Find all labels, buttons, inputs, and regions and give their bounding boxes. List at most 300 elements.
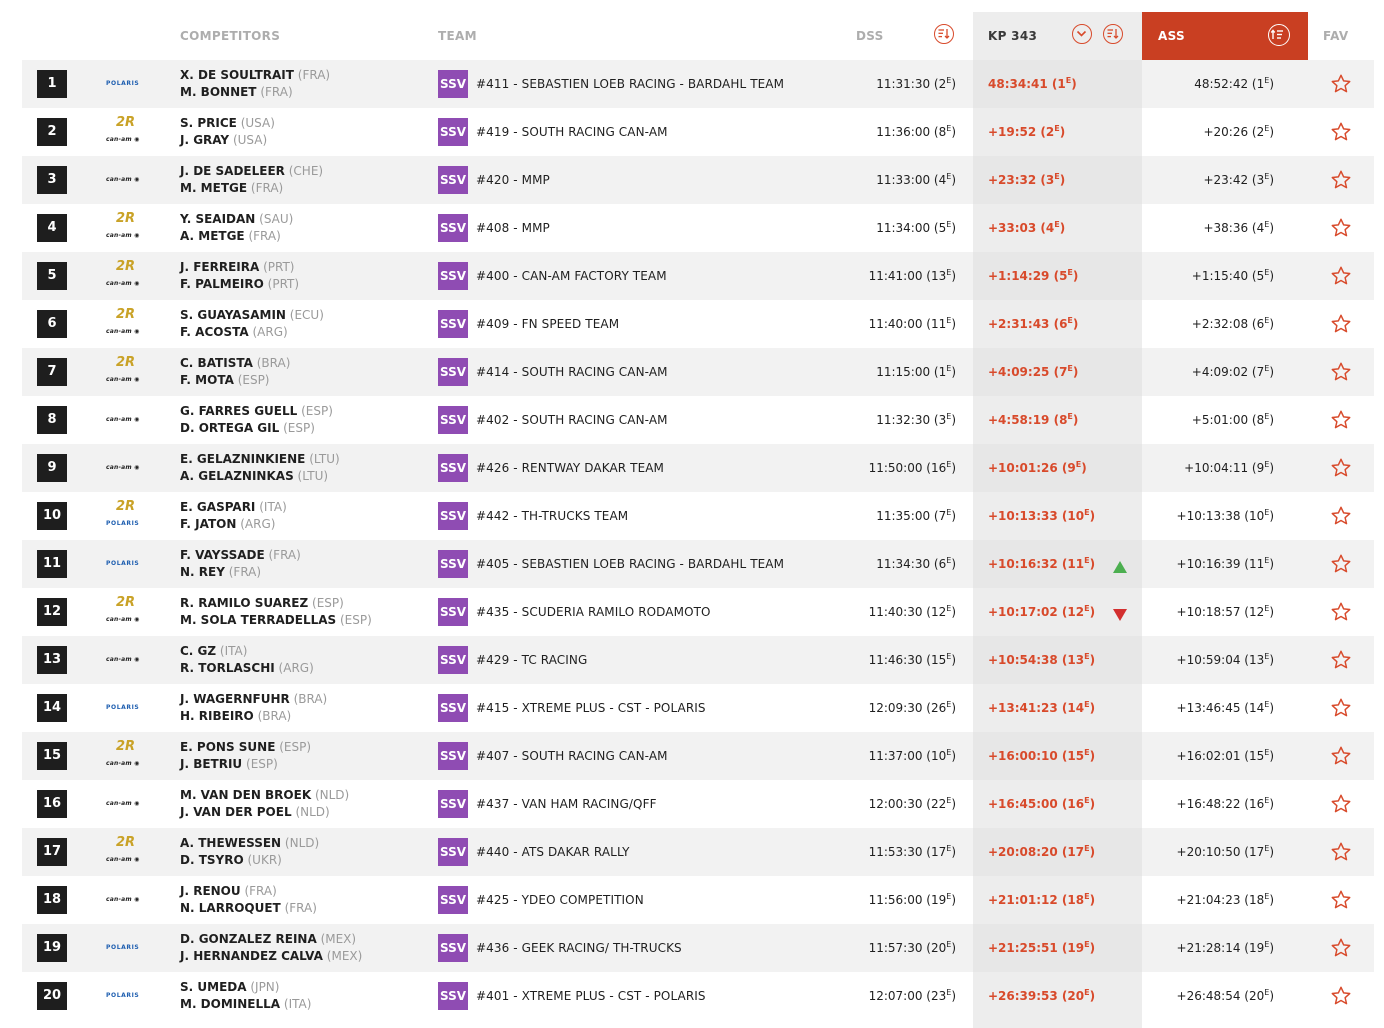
dss-time-rank-suffix: E xyxy=(946,316,952,325)
dss-time-rank-suffix: E xyxy=(946,700,952,709)
driver-country: (ITA) xyxy=(219,644,248,658)
dss-time-rank-suffix: E xyxy=(946,604,952,613)
category-badge: SSV xyxy=(438,406,468,434)
kp-time-value: +1:14:29 (5 xyxy=(988,269,1068,283)
team-name[interactable]: #414 - SOUTH RACING CAN-AM xyxy=(476,365,668,379)
kp-time-value: +10:13:33 (10 xyxy=(988,509,1085,523)
favorite-star-icon[interactable] xyxy=(1330,217,1352,239)
competitors-cell[interactable] xyxy=(180,835,319,869)
codriver-name: F. MOTA xyxy=(180,373,234,387)
kp-time-rank-suffix: E xyxy=(1067,268,1073,277)
ass-time-rank-suffix: E xyxy=(1264,508,1270,517)
team-name[interactable]: #437 - VAN HAM RACING/QFF xyxy=(476,797,657,811)
table-row[interactable] xyxy=(22,972,1374,1020)
header-ass: ASS xyxy=(1158,29,1185,43)
team-name[interactable]: #425 - YDEO COMPETITION xyxy=(476,893,644,907)
favorite-star-icon[interactable] xyxy=(1330,169,1352,191)
kp-time: +13:41:23 $(14^E)$ xyxy=(988,700,1096,715)
kp-time-rank-suffix: E xyxy=(1065,76,1072,85)
brand-logos xyxy=(100,636,156,684)
favorite-star-icon[interactable] xyxy=(1330,601,1352,623)
codriver-country: (ARG) xyxy=(278,661,314,675)
codriver-country: (LTU) xyxy=(297,469,329,483)
kp-time-value: 48:34:41 (1 xyxy=(988,77,1066,91)
category-badge: SSV xyxy=(438,598,468,626)
dss-time-value: 11:53:30 (17 xyxy=(868,845,947,859)
dss-time-value: 11:32:30 (3 xyxy=(876,413,947,427)
table-row[interactable] xyxy=(22,156,1374,204)
kp-time: +33:03 $(4^E)$ xyxy=(988,220,1066,235)
dss-time-rank-suffix: E xyxy=(946,748,952,757)
ass-time-value: +10:18:57 (12 xyxy=(1176,605,1265,619)
ass-time-rank-suffix: E xyxy=(1264,556,1270,565)
ass-time-rank-suffix: E xyxy=(1264,76,1270,85)
competitors-cell[interactable] xyxy=(180,163,323,197)
brand-logos xyxy=(100,588,156,636)
table-row[interactable] xyxy=(22,636,1374,684)
can-am-logo-icon: can-am ◉ xyxy=(106,416,140,423)
driver-country: (SAU) xyxy=(259,212,294,226)
competitors-cell[interactable] xyxy=(180,259,299,293)
table-row[interactable] xyxy=(22,204,1374,252)
favorite-star-icon[interactable] xyxy=(1330,793,1352,815)
dss-time-rank-suffix: E xyxy=(946,76,952,85)
category-badge: SSV xyxy=(438,70,468,98)
driver-name: X. DE SOULTRAIT xyxy=(180,68,294,82)
ass-time: +10:04:11 $(9^E)$ xyxy=(1184,460,1274,475)
table-row[interactable] xyxy=(22,588,1374,636)
brand-logos xyxy=(100,108,156,156)
ass-time-value: +13:46:45 (14 xyxy=(1176,701,1265,715)
codriver-name: J. GRAY xyxy=(180,133,230,147)
brand-logos xyxy=(100,348,156,396)
team-name[interactable]: #401 - XTREME PLUS - CST - POLARIS xyxy=(476,989,706,1003)
kp-time: 48:34:41 $(1^E)$ xyxy=(988,76,1077,91)
competitors-cell[interactable] xyxy=(180,211,293,245)
dss-sort-icon[interactable] xyxy=(934,24,954,44)
codriver-name: D. TSYRO xyxy=(180,853,244,867)
team-name[interactable]: #411 - SEBASTIEN LOEB RACING - BARDAHL TEAM xyxy=(476,77,785,91)
ass-time-rank-suffix: E xyxy=(1264,700,1270,709)
dss-time-value: 11:33:00 (4 xyxy=(876,173,947,187)
team-name[interactable]: #436 - GEEK RACING/ TH-TRUCKS xyxy=(476,941,682,955)
position-badge: 12 xyxy=(37,598,67,626)
ass-time-rank-suffix: E xyxy=(1264,940,1270,949)
ass-time: +4:09:02 $(7^E)$ xyxy=(1191,364,1274,379)
competitors-cell[interactable] xyxy=(180,403,333,437)
kp-time-rank-suffix: E xyxy=(1054,124,1060,133)
ass-time-value: +20:26 (2 xyxy=(1203,125,1265,139)
kp-time-value: +10:17:02 (12 xyxy=(988,605,1085,619)
header-fav: FAV xyxy=(1323,29,1349,43)
can-am-logo-icon: can-am ◉ xyxy=(106,616,140,623)
kp-time: +19:52 $(2^E)$ xyxy=(988,124,1066,139)
ass-time: +21:28:14 $(19^E)$ xyxy=(1176,940,1274,955)
ass-sort-icon[interactable] xyxy=(1268,24,1290,46)
category-badge: SSV xyxy=(438,502,468,530)
driver-name: Y. SEAIDAN xyxy=(180,212,256,226)
dss-time-rank-suffix: E xyxy=(946,556,952,565)
driver-country: (MEX) xyxy=(320,932,357,946)
dss-time-value: 12:00:30 (22 xyxy=(868,797,947,811)
table-row[interactable] xyxy=(22,828,1374,876)
driver-name: S. PRICE xyxy=(180,116,237,130)
can-am-logo-icon: can-am ◉ xyxy=(106,136,140,143)
codriver-country: (MEX) xyxy=(326,949,363,963)
category-badge: SSV xyxy=(438,646,468,674)
driver-country: (BRA) xyxy=(293,692,328,706)
driver-name: E. PONS SUNE xyxy=(180,740,276,754)
codriver-country: (ESP) xyxy=(246,757,278,771)
polaris-logo-icon: POLARIS xyxy=(106,704,140,711)
dss-time: 11:40:00 $(11^E)$ xyxy=(868,316,956,331)
2r-logo-icon: 2R xyxy=(116,115,136,130)
favorite-star-icon[interactable] xyxy=(1330,457,1352,479)
kp-time: +10:17:02 $(12^E)$ xyxy=(988,604,1096,619)
favorite-star-icon[interactable] xyxy=(1330,265,1352,287)
category-badge: SSV xyxy=(438,358,468,386)
ass-time: +10:59:04 $(13^E)$ xyxy=(1176,652,1274,667)
driver-country: (LTU) xyxy=(309,452,340,466)
favorite-star-icon[interactable] xyxy=(1330,121,1352,143)
can-am-logo-icon: can-am ◉ xyxy=(106,232,140,239)
favorite-star-icon[interactable] xyxy=(1330,937,1352,959)
ass-time: +2:32:08 $(6^E)$ xyxy=(1191,316,1274,331)
can-am-logo-icon: can-am ◉ xyxy=(106,800,140,807)
driver-name: M. VAN DEN BROEK xyxy=(180,788,312,802)
dss-time: 11:37:00 $(10^E)$ xyxy=(868,748,956,763)
table-row[interactable] xyxy=(22,444,1374,492)
favorite-star-icon[interactable] xyxy=(1330,73,1352,95)
category-badge: SSV xyxy=(438,118,468,146)
codriver-name: M. SOLA TERRADELLAS xyxy=(180,613,337,627)
ass-time: +1:15:40 $(5^E)$ xyxy=(1191,268,1274,283)
brand-logos xyxy=(100,444,156,492)
codriver-name: J. HERNANDEZ CALVA xyxy=(180,949,323,963)
kp-time-value: +4:09:25 (7 xyxy=(988,365,1068,379)
dss-time: 11:34:30 $(6^E)$ xyxy=(876,556,956,571)
ass-time-value: +20:10:50 (17 xyxy=(1176,845,1265,859)
category-badge: SSV xyxy=(438,982,468,1010)
team-name[interactable]: #407 - SOUTH RACING CAN-AM xyxy=(476,749,668,763)
position-badge: 6 xyxy=(37,310,67,338)
dss-time-value: 11:57:30 (20 xyxy=(868,941,947,955)
category-badge: SSV xyxy=(438,742,468,770)
kp-time-rank-suffix: E xyxy=(1084,940,1090,949)
driver-country: (ITA) xyxy=(259,500,287,514)
kp-time: +23:32 $(3^E)$ xyxy=(988,172,1066,187)
can-am-logo-icon: can-am ◉ xyxy=(106,896,140,903)
ass-time-value: +23:42 (3 xyxy=(1203,173,1265,187)
driver-name: J. RENOU xyxy=(180,884,241,898)
table-row[interactable] xyxy=(22,540,1374,588)
codriver-name: M. BONNET xyxy=(180,85,257,99)
ass-time-value: +16:02:01 (15 xyxy=(1176,749,1265,763)
ass-time: +38:36 $(4^E)$ xyxy=(1203,220,1274,235)
position-badge: 9 xyxy=(37,454,67,482)
driver-country: (ESP) xyxy=(301,404,333,418)
dss-time: 11:15:00 $(1^E)$ xyxy=(876,364,956,379)
kp-time: +21:01:12 $(18^E)$ xyxy=(988,892,1096,907)
dss-time-value: 12:09:30 (26 xyxy=(868,701,947,715)
table-row[interactable] xyxy=(22,108,1374,156)
position-badge: 17 xyxy=(37,838,67,866)
table-row[interactable] xyxy=(22,780,1374,828)
ass-time-value: +2:32:08 (6 xyxy=(1191,317,1265,331)
ass-time-value: +4:09:02 (7 xyxy=(1191,365,1265,379)
favorite-star-icon[interactable] xyxy=(1330,745,1352,767)
dss-time-value: 11:40:30 (12 xyxy=(868,605,947,619)
favorite-star-icon[interactable] xyxy=(1330,553,1352,575)
dss-time: 11:31:30 $(2^E)$ xyxy=(876,76,956,91)
competitors-cell[interactable] xyxy=(180,499,287,533)
competitors-cell[interactable] xyxy=(180,883,317,917)
codriver-name: F. PALMEIRO xyxy=(180,277,264,291)
position-badge: 19 xyxy=(37,934,67,962)
favorite-star-icon[interactable] xyxy=(1330,649,1352,671)
2r-logo-icon: 2R xyxy=(116,499,136,514)
team-name[interactable]: #400 - CAN-AM FACTORY TEAM xyxy=(476,269,667,283)
team-name[interactable]: #402 - SOUTH RACING CAN-AM xyxy=(476,413,668,427)
can-am-logo-icon: can-am ◉ xyxy=(106,856,140,863)
competitors-cell[interactable] xyxy=(180,67,330,101)
position-badge: 8 xyxy=(37,406,67,434)
kp-time-value: +21:25:51 (19 xyxy=(988,941,1085,955)
position-badge: 18 xyxy=(37,886,67,914)
kp-time: +10:13:33 $(10^E)$ xyxy=(988,508,1096,523)
team-name[interactable]: #419 - SOUTH RACING CAN-AM xyxy=(476,125,668,139)
codriver-country: (ARG) xyxy=(252,325,288,339)
table-row[interactable] xyxy=(22,876,1374,924)
team-name[interactable]: #426 - RENTWAY DAKAR TEAM xyxy=(476,461,665,475)
driver-country: (USA) xyxy=(240,116,275,130)
competitors-cell[interactable] xyxy=(180,595,372,629)
ass-time: +16:02:01 $(15^E)$ xyxy=(1176,748,1274,763)
codriver-name: J. BETRIU xyxy=(180,757,243,771)
kp-time-value: +13:41:23 (14 xyxy=(988,701,1085,715)
ass-time-rank-suffix: E xyxy=(1264,796,1270,805)
kp-time-rank-suffix: E xyxy=(1067,316,1073,325)
table-row[interactable] xyxy=(22,60,1374,108)
codriver-name: D. ORTEGA GIL xyxy=(180,421,280,435)
codriver-name: N. LARROQUET xyxy=(180,901,281,915)
can-am-logo-icon: can-am ◉ xyxy=(106,464,140,471)
dss-time-rank-suffix: E xyxy=(946,364,952,373)
team-name[interactable]: #409 - FN SPEED TEAM xyxy=(476,317,620,331)
can-am-logo-icon: can-am ◉ xyxy=(106,328,140,335)
kp-selector-chevron-down-icon[interactable] xyxy=(1072,24,1092,44)
ass-time: +5:01:00 $(8^E)$ xyxy=(1191,412,1274,427)
driver-name: A. THEWESSEN xyxy=(180,836,282,850)
team-name[interactable]: #405 - SEBASTIEN LOEB RACING - BARDAHL TEAM xyxy=(476,557,785,571)
kp-time-rank-suffix: E xyxy=(1075,460,1082,469)
dss-time: 11:57:30 $(20^E)$ xyxy=(868,940,956,955)
driver-name: C. GZ xyxy=(180,644,217,658)
driver-country: (BRA) xyxy=(256,356,291,370)
table-row[interactable] xyxy=(22,252,1374,300)
codriver-country: (FRA) xyxy=(284,901,317,915)
dss-time-value: 11:50:00 (16 xyxy=(868,461,947,475)
ass-time-rank-suffix: E xyxy=(1264,268,1270,277)
kp-time: +16:00:10 $(15^E)$ xyxy=(988,748,1096,763)
competitors-cell[interactable] xyxy=(180,979,311,1013)
ass-time-value: +10:16:39 (11 xyxy=(1176,557,1265,571)
brand-logos xyxy=(100,252,156,300)
dss-time: 12:09:30 $(26^E)$ xyxy=(868,700,956,715)
polaris-logo-icon: POLARIS xyxy=(106,992,140,999)
dss-time-value: 11:34:00 (5 xyxy=(876,221,947,235)
table-row[interactable] xyxy=(22,492,1374,540)
dss-time-rank-suffix: E xyxy=(946,460,952,469)
competitors-cell[interactable] xyxy=(180,691,327,725)
kp-time-rank-suffix: E xyxy=(1054,172,1060,181)
category-badge: SSV xyxy=(438,934,468,962)
dss-time-value: 12:07:00 (23 xyxy=(868,989,947,1003)
driver-country: (FRA) xyxy=(268,548,301,562)
codriver-name: N. REY xyxy=(180,565,225,579)
brand-logos xyxy=(100,828,156,876)
competitors-cell[interactable] xyxy=(180,787,349,821)
header-kp: KP 343 xyxy=(988,29,1038,43)
competitors-cell[interactable] xyxy=(180,115,275,149)
dss-time: 11:56:00 $(19^E)$ xyxy=(868,892,956,907)
codriver-name: M. METGE xyxy=(180,181,248,195)
2r-logo-icon: 2R xyxy=(116,259,136,274)
brand-logos xyxy=(100,492,156,540)
kp-sort-icon[interactable] xyxy=(1103,24,1123,44)
dss-time-value: 11:41:00 (13 xyxy=(868,269,947,283)
favorite-star-icon[interactable] xyxy=(1330,313,1352,335)
ass-time-rank-suffix: E xyxy=(1264,316,1270,325)
codriver-country: (FRA) xyxy=(250,181,284,195)
team-name[interactable]: #440 - ATS DAKAR RALLY xyxy=(476,845,630,859)
driver-name: S. UMEDA xyxy=(180,980,247,994)
team-name[interactable]: #408 - MMP xyxy=(476,221,550,235)
ass-time: +20:26 $(2^E)$ xyxy=(1203,124,1274,139)
ass-time-value: +5:01:00 (8 xyxy=(1191,413,1265,427)
ass-time: +26:48:54 $(20^E)$ xyxy=(1176,988,1274,1003)
favorite-star-icon[interactable] xyxy=(1330,889,1352,911)
brand-logos xyxy=(100,924,156,972)
dss-time: 11:53:30 $(17^E)$ xyxy=(868,844,956,859)
driver-country: (FRA) xyxy=(297,68,331,82)
competitors-cell[interactable] xyxy=(180,547,301,581)
ass-time-rank-suffix: E xyxy=(1264,220,1270,229)
team-name[interactable]: #429 - TC RACING xyxy=(476,653,588,667)
kp-time-rank-suffix: E xyxy=(1084,604,1090,613)
dss-time-value: 11:36:00 (8 xyxy=(876,125,947,139)
kp-time-value: +19:52 (2 xyxy=(988,125,1055,139)
position-badge: 14 xyxy=(37,694,67,722)
position-badge: 4 xyxy=(37,214,67,242)
table-row[interactable] xyxy=(22,348,1374,396)
table-row[interactable] xyxy=(22,924,1374,972)
team-name[interactable]: #420 - MMP xyxy=(476,173,550,187)
favorite-star-icon[interactable] xyxy=(1330,409,1352,431)
table-row[interactable] xyxy=(22,396,1374,444)
brand-logos xyxy=(100,300,156,348)
table-row[interactable] xyxy=(22,684,1374,732)
ass-time: +23:42 $(3^E)$ xyxy=(1203,172,1274,187)
kp-time-rank-suffix: E xyxy=(1084,700,1090,709)
dss-time: 12:07:00 $(23^E)$ xyxy=(868,988,956,1003)
favorite-star-icon[interactable] xyxy=(1330,985,1352,1007)
competitors-cell[interactable] xyxy=(180,931,362,965)
codriver-country: (NLD) xyxy=(295,805,330,819)
codriver-name: J. VAN DER POEL xyxy=(180,805,292,819)
brand-logos xyxy=(100,540,156,588)
team-name[interactable]: #442 - TH-TRUCKS TEAM xyxy=(476,509,629,523)
codriver-country: (FRA) xyxy=(260,85,293,99)
position-badge: 16 xyxy=(37,790,67,818)
kp-time-value: +16:45:00 (16 xyxy=(988,797,1085,811)
kp-time-rank-suffix: E xyxy=(1084,556,1090,565)
ass-time-value: +1:15:40 (5 xyxy=(1191,269,1265,283)
ass-time-value: 48:52:42 (1 xyxy=(1194,77,1265,91)
ass-time-rank-suffix: E xyxy=(1264,124,1270,133)
competitors-cell[interactable] xyxy=(180,739,311,773)
favorite-star-icon[interactable] xyxy=(1330,505,1352,527)
codriver-name: H. RIBEIRO xyxy=(180,709,254,723)
brand-logos xyxy=(100,876,156,924)
competitors-cell[interactable] xyxy=(180,643,314,677)
dss-time: 11:46:30 $(15^E)$ xyxy=(868,652,956,667)
table-row[interactable] xyxy=(22,732,1374,780)
brand-logos xyxy=(100,60,156,108)
table-row[interactable] xyxy=(22,300,1374,348)
category-badge: SSV xyxy=(438,214,468,242)
kp-time: +10:01:26 $(9^E)$ xyxy=(988,460,1087,475)
position-badge: 3 xyxy=(37,166,67,194)
ass-time-rank-suffix: E xyxy=(1264,844,1270,853)
driver-country: (ECU) xyxy=(289,308,324,322)
brand-logos xyxy=(100,972,156,1020)
codriver-country: (ESP) xyxy=(237,373,270,387)
codriver-name: A. GELAZNINKAS xyxy=(180,469,294,483)
dss-time-rank-suffix: E xyxy=(946,940,952,949)
table-header xyxy=(0,12,1384,60)
team-name[interactable]: #415 - XTREME PLUS - CST - POLARIS xyxy=(476,701,706,715)
codriver-country: (PRT) xyxy=(267,277,300,291)
codriver-country: (BRA) xyxy=(257,709,292,723)
position-badge: 13 xyxy=(37,646,67,674)
kp-time: +4:58:19 $(8^E)$ xyxy=(988,412,1079,427)
ass-time-value: +10:13:38 (10 xyxy=(1176,509,1265,523)
2r-logo-icon: 2R xyxy=(116,739,136,754)
favorite-star-icon[interactable] xyxy=(1330,841,1352,863)
competitors-cell[interactable] xyxy=(180,451,340,485)
competitors-cell[interactable] xyxy=(180,307,324,341)
dss-time: 12:00:30 $(22^E)$ xyxy=(868,796,956,811)
ass-time-rank-suffix: E xyxy=(1264,988,1270,997)
2r-logo-icon: 2R xyxy=(116,835,136,850)
competitors-cell[interactable] xyxy=(180,355,290,389)
polaris-logo-icon: POLARIS xyxy=(106,560,140,567)
dss-time-value: 11:35:00 (7 xyxy=(876,509,947,523)
team-name[interactable]: #435 - SCUDERIA RAMILO RODAMOTO xyxy=(476,605,711,619)
favorite-star-icon[interactable] xyxy=(1330,697,1352,719)
polaris-logo-icon: POLARIS xyxy=(106,80,140,87)
kp-time-rank-suffix: E xyxy=(1054,220,1060,229)
favorite-star-icon[interactable] xyxy=(1330,361,1352,383)
position-badge: 1 xyxy=(37,70,67,98)
driver-country: (CHE) xyxy=(288,164,324,178)
ass-time-value: +38:36 (4 xyxy=(1203,221,1265,235)
codriver-name: F. ACOSTA xyxy=(180,325,249,339)
driver-country: (NLD) xyxy=(284,836,320,850)
ass-time-rank-suffix: E xyxy=(1264,652,1270,661)
ass-time-value: +21:28:14 (19 xyxy=(1176,941,1265,955)
